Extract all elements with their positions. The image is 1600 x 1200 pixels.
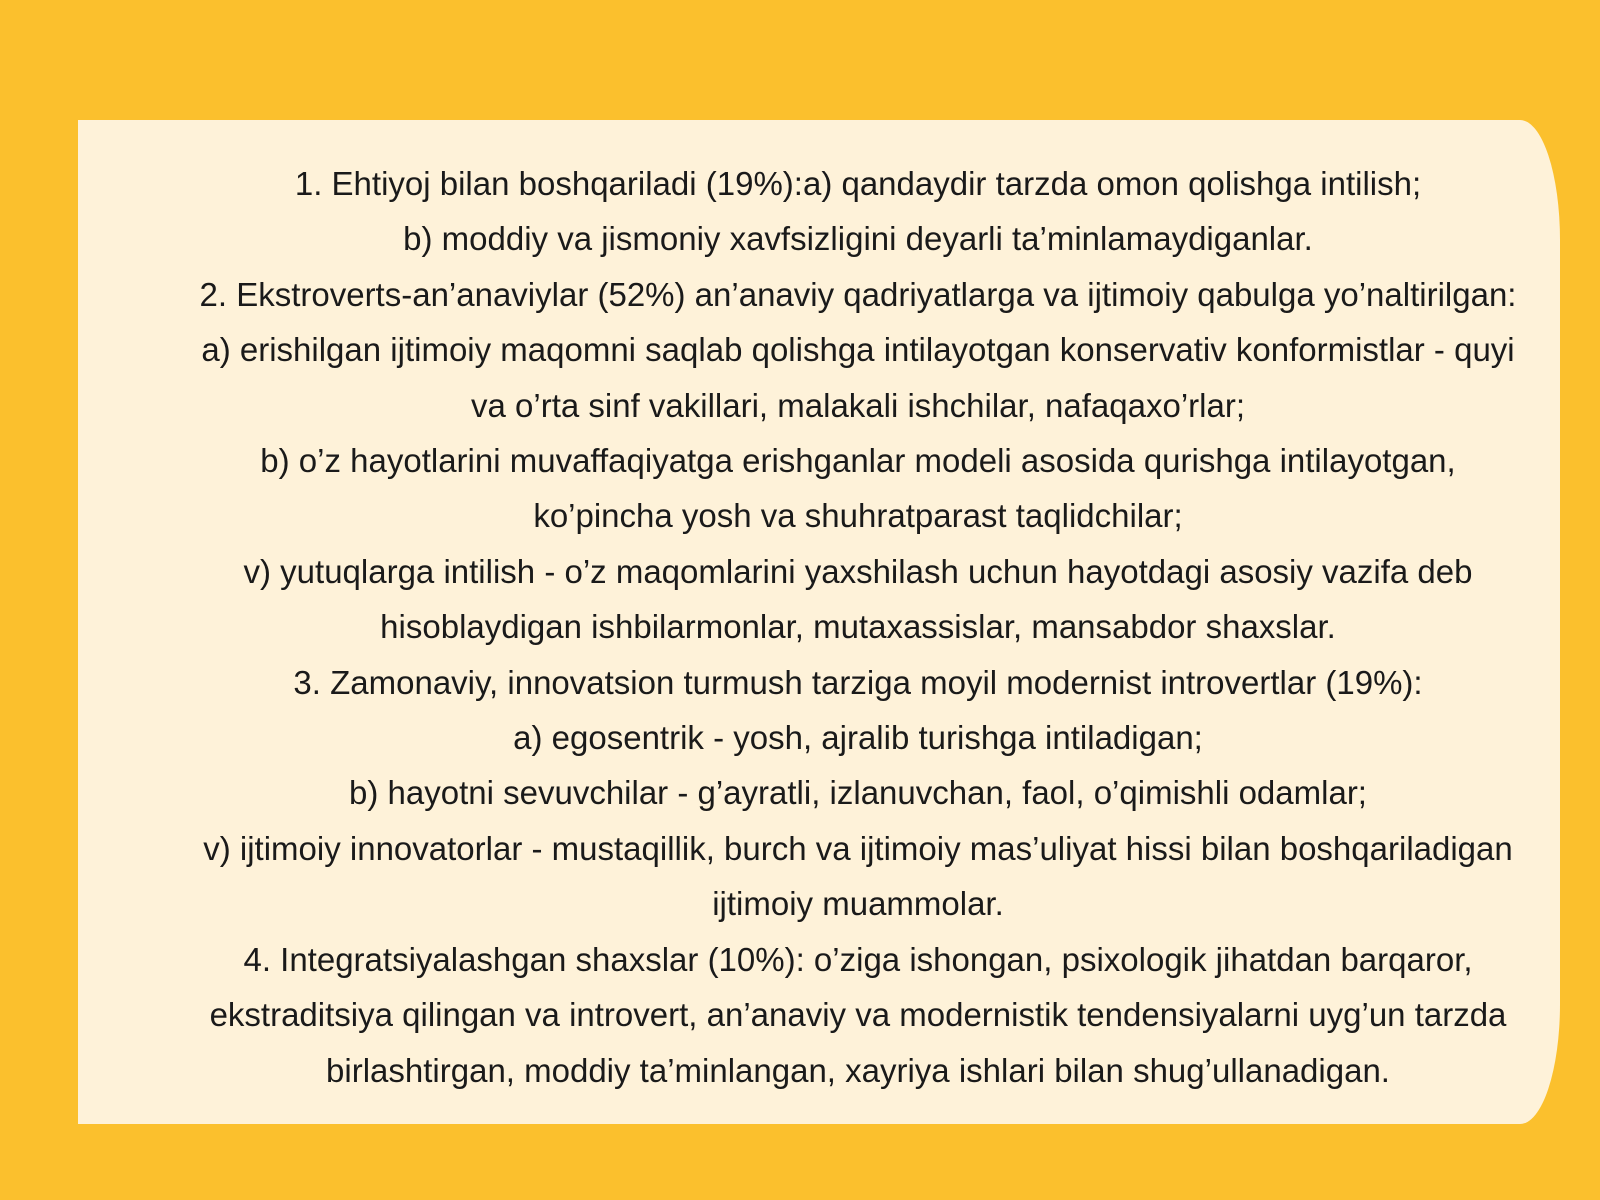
text-line: b) o’z hayotlarini muvaffaqiyatga erishganlar modeli asosida qurishga intilayotgan,: [260, 442, 1456, 480]
text-line: v) yutuqlarga intilish - o’z maqomlarini yaxshilash uchun hayotdagi asosiy vazifa deb: [243, 552, 1473, 590]
text-line: birlashtirgan, moddiy ta’minlangan, xayriya ishlari bilan shug’ullanadigan.: [326, 1051, 1390, 1089]
text-line: b) hayotni sevuvchilar - g’ayratli, izlanuvchan, faol, o’qimishli odamlar;: [349, 774, 1367, 812]
text-line: a) erishilgan ijtimoiy maqomni saqlab qolishga intilayotgan konservativ konformistlar - quyi: [201, 331, 1515, 369]
text-line: b) moddiy va jismoniy xavfsizligini deyarli ta’minlamaydiganlar.: [403, 220, 1313, 258]
text-line: 1. Ehtiyoj bilan boshqariladi (19%):a) qandaydir tarzda omon qolishga intilish;: [294, 165, 1422, 202]
text-line: 3. Zamonaviy, innovatsion turmush tarziga moyil modernist introvertlar (19%):: [293, 663, 1423, 701]
text-line: a) egosentrik - yosh, ajralib turishga intiladigan;: [513, 719, 1203, 757]
text-line: ko’pincha yosh va shuhratparast taqlidchilar;: [533, 497, 1183, 535]
text-line: 2. Ekstroverts-an’anaviylar (52%) an’anaviy qadriyatlarga va ijtimoiy qabulga yo’naltirilgan:: [199, 275, 1517, 313]
text-block: [138, 156, 1578, 1098]
text-line: va o’rta sinf vakillari, malakali ishchilar, nafaqaxo’rlar;: [471, 386, 1245, 424]
text-line: ijtimoiy muammolar.: [712, 885, 1004, 923]
content-card: [78, 120, 1560, 1124]
text-line: 4. Integratsiyalashgan shaxslar (10%): o’ziga ishongan, psixologik jihatdan barqaror,: [243, 940, 1473, 978]
text-line: v) ijtimoiy innovatorlar - mustaqillik, burch va ijtimoiy mas’uliyat hissi bilan boshqariladigan: [203, 829, 1513, 867]
text-line: hisoblaydigan ishbilarmonlar, mutaxassislar, mansabdor shaxslar.: [380, 608, 1336, 646]
text-line: ekstraditsiya qilingan va introvert, an’anaviy va modernistik tendensiyalarni uyg’un tarzda: [209, 996, 1507, 1034]
